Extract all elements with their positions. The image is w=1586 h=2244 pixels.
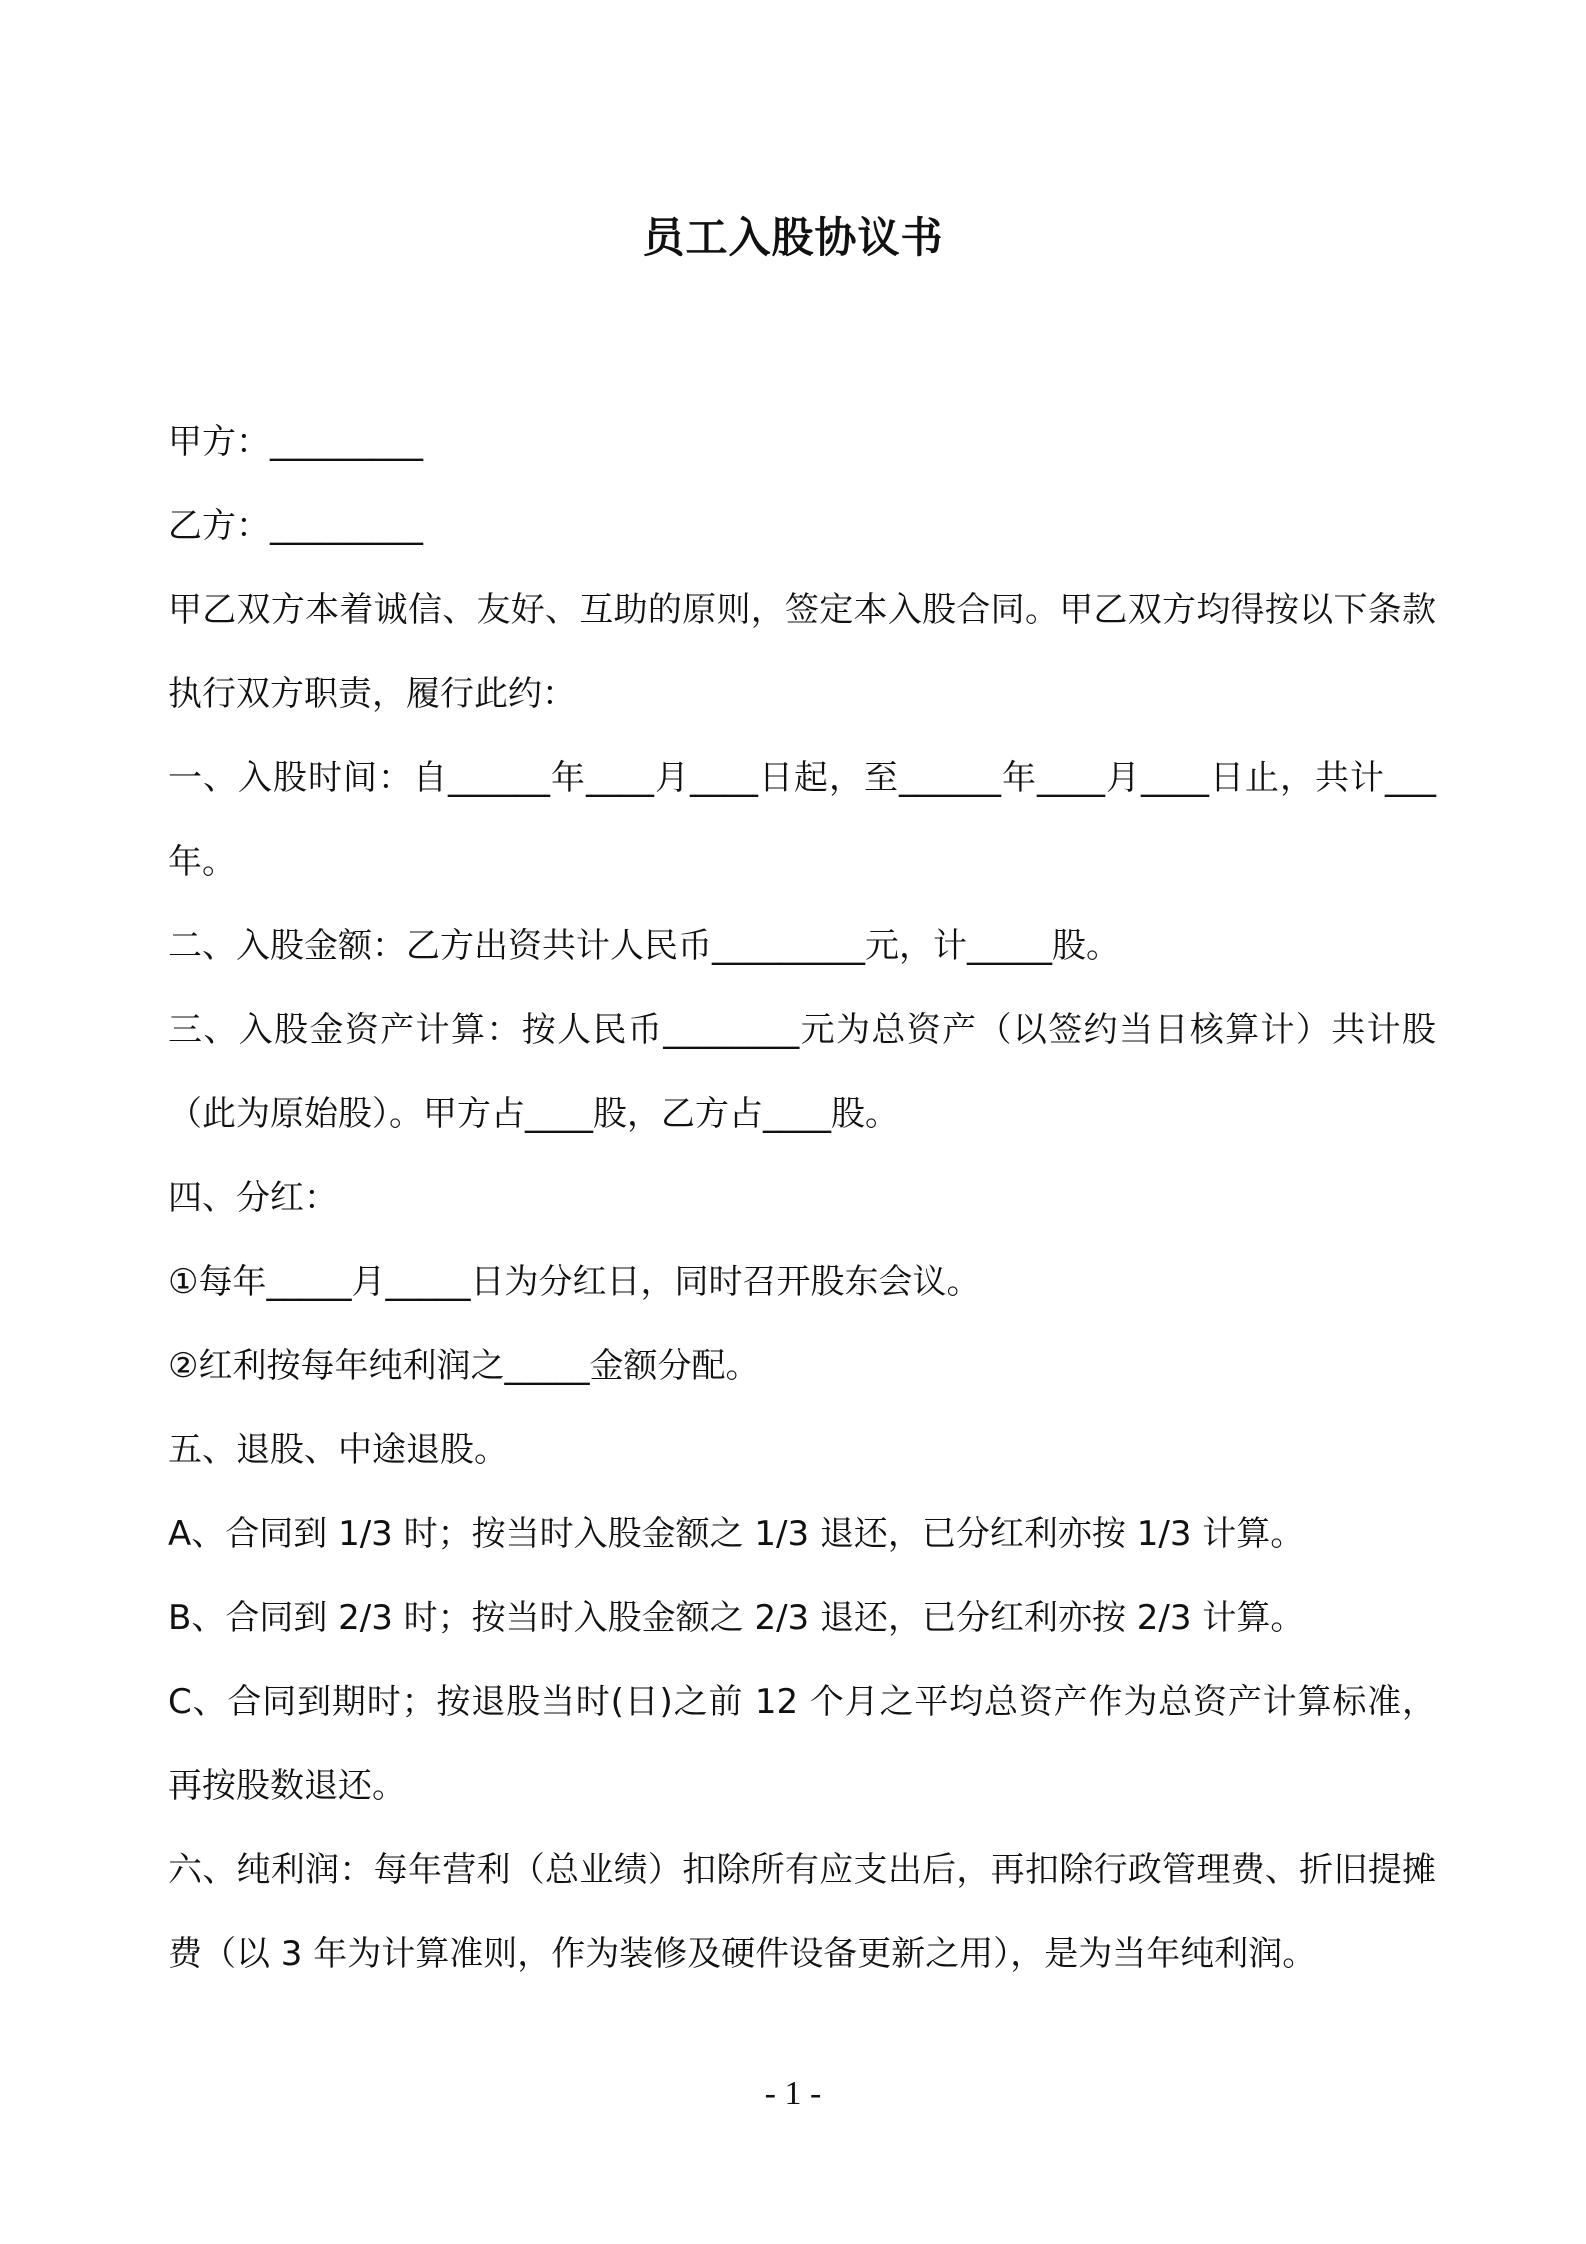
- clause-4-dividend: 四、分红：: [168, 1178, 338, 1218]
- page-number: - 1 -: [764, 2075, 822, 2112]
- clause-6-net-profit: 六、纯利润：每年营利（总业绩）扣除所有应支出后，再扣除行政管理费、折旧提摊费（以 3 年为计算准则，作为装修及硬件设备更新之用），是为当年纯利润。: [168, 1850, 1436, 1974]
- clause-5-item-c: C、合同到期时；按退股当时(日)之前 12 个月之平均总资产作为总资产计算标准，再按股数退还。: [168, 1682, 1436, 1806]
- document-body: [168, 400, 1436, 1996]
- party-b-line: 乙方：_________: [168, 506, 423, 546]
- clause-1-duration: 一、入股时间：自______年____月____日起，至______年____月____日止，共计___年。: [168, 758, 1436, 882]
- clause-2-amount: 二、入股金额：乙方出资共计人民币_________元，计_____股。: [168, 926, 1120, 966]
- clause-3-assets: 三、入股金资产计算：按人民币________元为总资产（以签约当日核算计）共计股（此为原始股）。甲方占____股，乙方占____股。: [168, 1010, 1436, 1134]
- clause-5-withdrawal: 五、退股、中途退股。: [168, 1430, 508, 1470]
- preamble-paragraph: 甲乙双方本着诚信、友好、互助的原则，签定本入股合同。甲乙双方均得按以下条款执行双方职责，履行此约：: [168, 590, 1436, 714]
- clause-5-item-a: A、合同到 1/3 时；按当时入股金额之 1/3 退还，已分红利亦按 1/3 计算。: [168, 1514, 1305, 1554]
- party-a-line: 甲方：_________: [168, 422, 423, 462]
- clause-5-item-b: B、合同到 2/3 时；按当时入股金额之 2/3 退还，已分红利亦按 2/3 计算。: [168, 1598, 1305, 1638]
- clause-4-item-1: ①每年_____月_____日为分红日，同时召开股东会议。: [168, 1262, 981, 1302]
- clause-4-item-2: ②红利按每年纯利润之_____金额分配。: [168, 1346, 760, 1386]
- document-title: 员工入股协议书: [642, 213, 944, 262]
